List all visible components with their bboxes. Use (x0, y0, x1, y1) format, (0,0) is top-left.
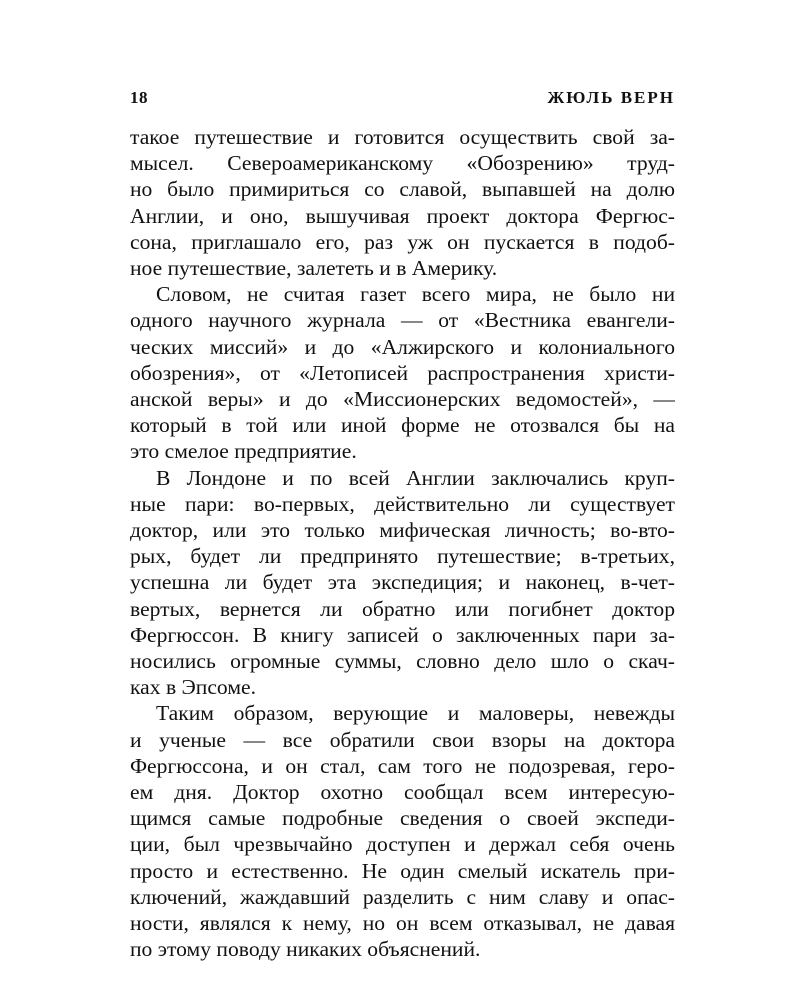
paragraph-1 (130, 124, 675, 281)
text-line: ные пари: во-первых, действительно ли существует (130, 491, 675, 516)
text-line: и ученые — все обратили свои взоры на доктора (130, 727, 675, 752)
running-head (130, 88, 675, 108)
text-line: рых, будет ли предпринято путешествие; в-третьих, (130, 544, 675, 569)
running-head-author: ЖЮЛЬ ВЕРН (547, 88, 675, 107)
text-line: но было примириться со славой, выпавшей на долю (130, 177, 675, 202)
text-line: ности, являлся к нему, но он всем отказывал, не давая (130, 911, 675, 936)
text-line: ках в Эпсоме. (130, 675, 256, 700)
text-line: Словом, не считая газет всего мира, не было ни (156, 282, 675, 307)
text-line: ем дня. Доктор охотно сообщал всем интересую- (130, 780, 675, 805)
text-line: доктор, или это только мифическая личность; во-вто- (130, 518, 675, 543)
paragraph-3 (130, 465, 675, 701)
text-line: Таким образом, верующие и маловеры, невежды (156, 701, 675, 726)
text-line: сона, приглашало его, раз уж он пускается в подоб- (130, 229, 675, 254)
text-line: такое путешествие и готовится осуществить свой за- (130, 125, 675, 149)
text-line: В Лондоне и по всей Англии заключались круп- (156, 465, 675, 490)
paragraph-4 (130, 700, 675, 962)
page-number: 18 (130, 88, 148, 107)
body-text (130, 124, 675, 963)
text-line: ческих миссий» и до «Алжирского и колониального (130, 334, 675, 359)
text-line: ключений, жаждавший разделить с ним славу и опас- (130, 884, 675, 909)
text-line: щимся самые подробные сведения о своей экспеди- (130, 806, 675, 831)
text-line: Фергюссона, и он стал, сам того не подозревая, геро- (130, 753, 675, 778)
text-line: который в той или иной форме не отозвался бы на (130, 413, 675, 438)
paragraph-2 (130, 281, 675, 464)
text-line: ное путешествие, залететь и в Америку. (130, 256, 498, 281)
text-line: одного научного журнала — от «Вестника евангели- (130, 308, 675, 333)
text-line: носились огромные суммы, словно дело шло о скач- (130, 649, 675, 674)
text-line: анской веры» и до «Миссионерских ведомостей», — (130, 387, 675, 412)
book-page (130, 88, 675, 963)
text-line: мысел. Североамериканскому «Обозрению» труд- (130, 151, 675, 176)
text-line: успешна ли будет эта экспедиция; и наконец, в-чет- (130, 570, 675, 595)
text-line: это смелое предприятие. (130, 439, 357, 464)
text-line: ции, был чрезвычайно доступен и держал себя очень (130, 832, 675, 857)
text-line: по этому поводу никаких объяснений. (130, 937, 481, 962)
text-line: Фергюссон. В книгу записей о заключенных пари за- (130, 622, 675, 647)
text-line: просто и естественно. Не один смелый искатель при- (130, 858, 675, 883)
text-line: Англии, и оно, вышучивая проект доктора Фергюс- (130, 203, 675, 228)
text-line: вертых, вернется ли обратно или погибнет доктор (130, 596, 675, 621)
text-line: обозрения», от «Летописей распространения христи- (130, 360, 675, 385)
